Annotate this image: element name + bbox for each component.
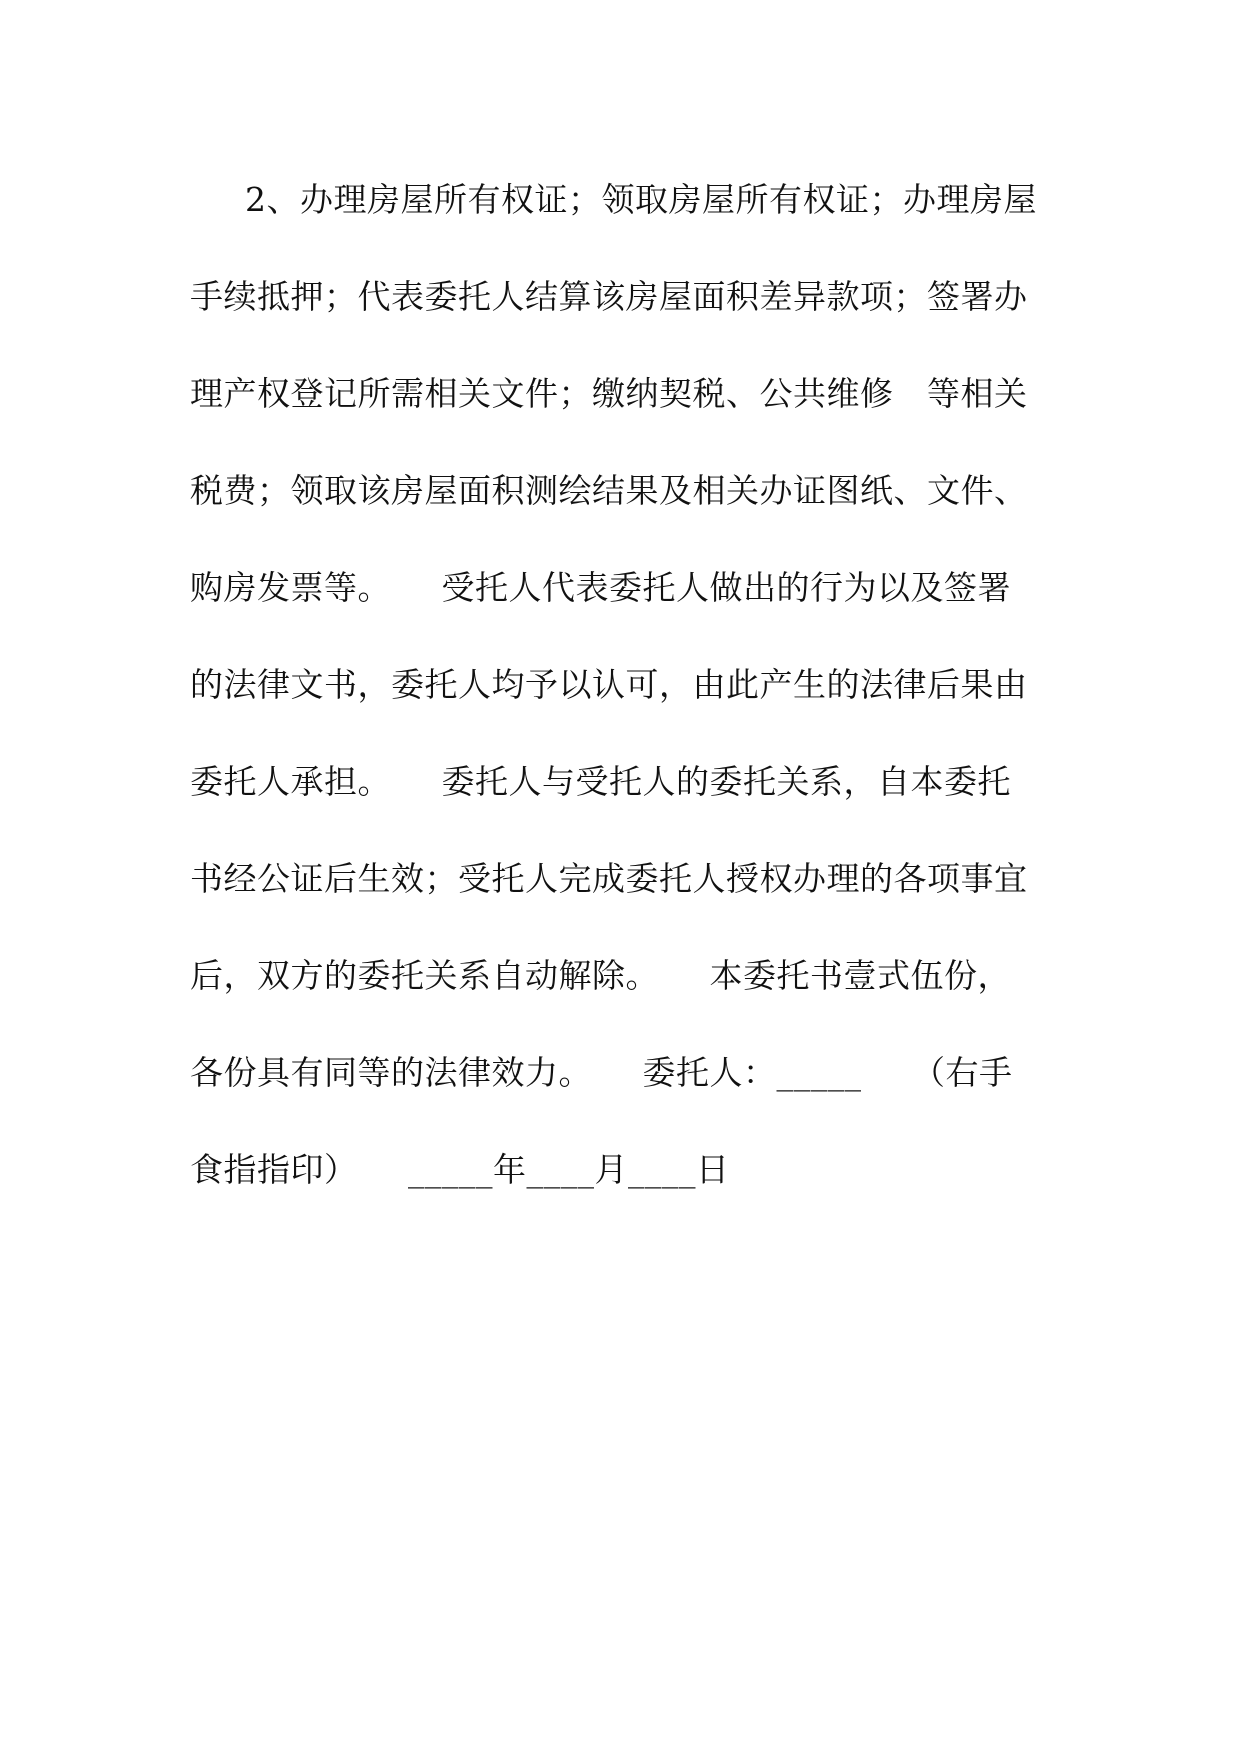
paragraph-line-8: 书经公证后生效；受托人完成委托人授权办理的各项事宜 — [190, 859, 1028, 898]
signature-line: 各份具有同等的法律效力。 委托人：_____ （右手 — [190, 1053, 1013, 1092]
date-line: 食指指印） _____年____月____日 — [190, 1150, 730, 1189]
paragraph-line-3: 理产权登记所需相关文件；缴纳契税、公共维修 等相关 — [190, 374, 1028, 413]
paragraph-line-4: 税费；领取该房屋面积测绘结果及相关办证图纸、文件、 — [190, 471, 1028, 510]
paragraph-line-5: 购房发票等。 受托人代表委托人做出的行为以及签署 — [190, 568, 1011, 607]
paragraph-line-6: 的法律文书，委托人均予以认可，由此产生的法律后果由 — [190, 665, 1028, 704]
paragraph-line-7: 委托人承担。 委托人与受托人的委托关系，自本委托 — [190, 762, 1011, 801]
paragraph-line-9: 后，双方的委托关系自动解除。 本委托书壹式伍份， — [190, 956, 1011, 995]
paragraph-line-1: 2、办理房屋所有权证；领取房屋所有权证；办理房屋 — [245, 180, 1037, 219]
paragraph-line-2: 手续抵押；代表委托人结算该房屋面积差异款项；签署办 — [190, 277, 1028, 316]
